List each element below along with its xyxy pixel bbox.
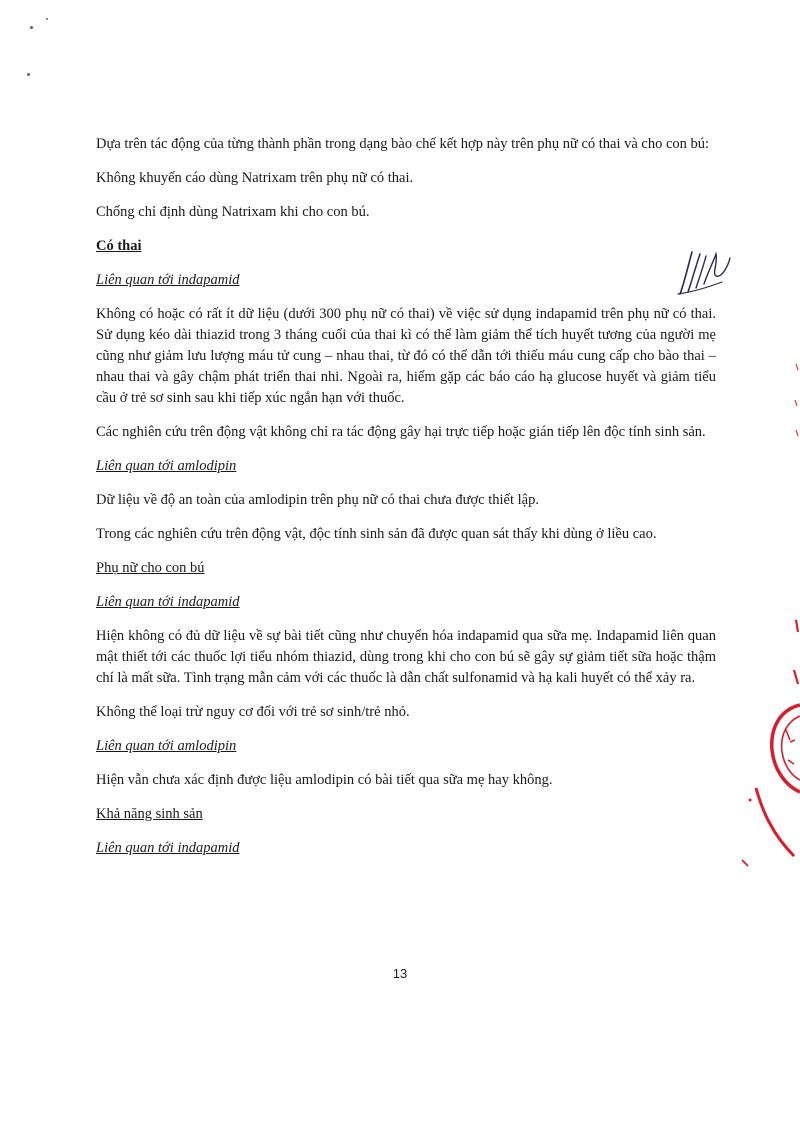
indapamid-pregnancy-paragraph: Không có hoặc có rất ít dữ liệu (dưới 300 phụ nữ có thai) về việc sử dụng indapamid trên phụ nữ có thai. Sử dụng kéo dài thiazid trong 3 tháng cuối của thai kì có thể làm giảm thể tích huyết tương của người mẹ cũng như giảm lưu lượng máu tử cung – nhau thai, từ đó có thể dẫn tới thiếu máu cung cấp cho bào thai – nhau thai và gây chậm phát triển thai nhi. Ngoài ra, hiếm gặp các báo cáo hạ glucose huyết và giảm tiểu cầu ở trẻ sơ sinh sau khi tiếp xúc ngắn hạn với thuốc. <box>96 306 716 406</box>
section-heading-fertility: Khả năng sinh sản <box>96 806 203 822</box>
amlodipin-safety-paragraph: Dữ liệu về độ an toàn của amlodipin trên phụ nữ có thai chưa được thiết lập. <box>96 492 539 508</box>
amlodipin-breastfeeding-paragraph: Hiện vẫn chưa xác định được liệu amlodipin có bài tiết qua sữa mẹ hay không. <box>96 772 553 788</box>
amlodipin-animal-paragraph: Trong các nghiên cứu trên động vật, độc tính sinh sản đã được quan sát thấy khi dùng ở liều cao. <box>96 526 657 542</box>
official-stamp <box>736 610 800 870</box>
document-body <box>96 134 716 872</box>
subheading-indapamid: Liên quan tới indapamid <box>96 594 240 610</box>
subheading-amlodipin: Liên quan tới amlodipin <box>96 458 237 474</box>
animal-studies-paragraph: Các nghiên cứu trên động vật không chỉ ra tác động gây hại trực tiếp hoặc gián tiếp lên độc tính sinh sản. <box>96 424 706 440</box>
pregnancy-not-recommended: Không khuyến cáo dùng Natrixam trên phụ nữ có thai. <box>96 170 414 186</box>
indapamid-breastfeeding-paragraph: Hiện không có đủ dữ liệu về sự bài tiết cũng như chuyển hóa indapamid qua sữa mẹ. Indapamid liên quan mật thiết tới các thuốc lợi tiểu nhóm thiazid, dùng trong khi cho con bú sẽ gây sự giảm tiết sữa hoặc thậm chí là mất sữa. Tình trạng mẫn cảm với các thuốc là dẫn chất sulfonamid và hạ kali huyết có thể xảy ra. <box>96 628 716 686</box>
scan-speck <box>46 18 48 20</box>
signature-mark <box>672 244 742 300</box>
subheading-indapamid: Liên quan tới indapamid <box>96 840 240 856</box>
breastfeeding-contraindicated: Chống chỉ định dùng Natrixam khi cho con bú. <box>96 204 370 220</box>
subheading-amlodipin: Liên quan tới amlodipin <box>96 738 237 754</box>
intro-paragraph: Dựa trên tác động của từng thành phần trong dạng bào chế kết hợp này trên phụ nữ có thai và cho con bú: <box>96 136 710 152</box>
scan-speck <box>27 73 30 76</box>
scan-speck <box>30 26 33 29</box>
margin-ink-marks <box>788 360 800 480</box>
subheading-indapamid: Liên quan tới indapamid <box>96 272 240 288</box>
section-heading-pregnancy: Có thai <box>96 238 142 254</box>
infant-risk-paragraph: Không thể loại trừ nguy cơ đối với trẻ sơ sinh/trẻ nhỏ. <box>96 704 410 720</box>
section-heading-breastfeeding: Phụ nữ cho con bú <box>96 560 205 576</box>
page-number: 13 <box>392 966 408 981</box>
